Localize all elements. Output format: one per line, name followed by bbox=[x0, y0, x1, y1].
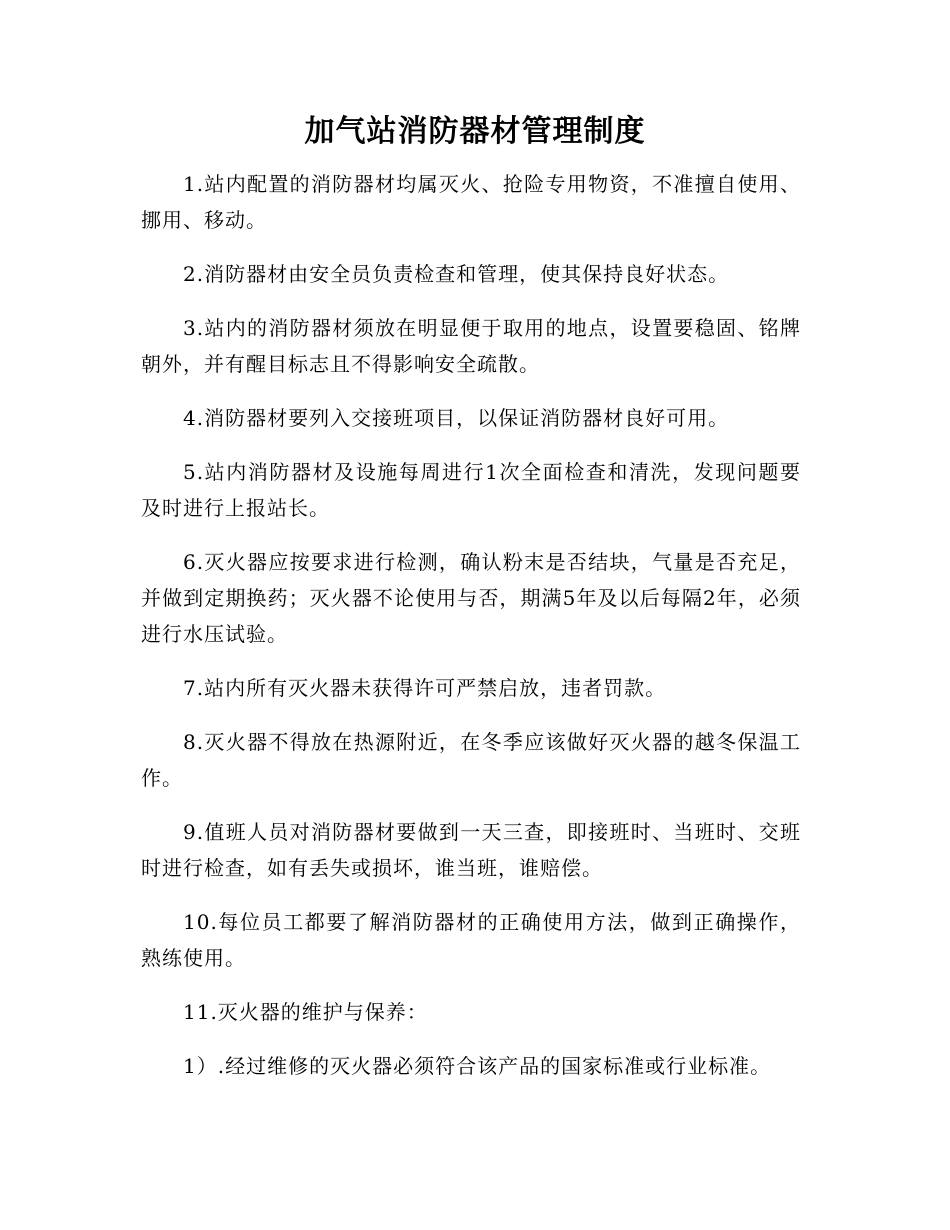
paragraph-11-item-1: 1）.经过维修的灭火器必须符合该产品的国家标准或行业标准。 bbox=[183, 1054, 772, 1078]
paragraph-11: 11.灭火器的维护与保养： bbox=[183, 1000, 428, 1024]
paragraph-1: 1.站内配置的消防器材均属灭火、抢险专用物资，不准擅自使用、挪用、移动。 bbox=[141, 172, 801, 232]
document-body bbox=[141, 166, 801, 1102]
paragraph-8: 8.灭火器不得放在热源附近，在冬季应该做好灭火器的越冬保温工作。 bbox=[141, 730, 801, 790]
paragraph-9: 9.值班人员对消防器材要做到一天三查，即接班时、当班时、交班时进行检查，如有丢失或损坏，谁当班，谁赔偿。 bbox=[141, 820, 801, 880]
paragraph-10: 10.每位员工都要了解消防器材的正确使用方法，做到正确操作，熟练使用。 bbox=[141, 910, 801, 970]
paragraph-5: 5.站内消防器材及设施每周进行1次全面检查和清洗，发现问题要及时进行上报站长。 bbox=[141, 460, 801, 520]
paragraph-2: 2.消防器材由安全员负责检查和管理，使其保持良好状态。 bbox=[183, 262, 730, 286]
document-title: 加气站消防器材管理制度 bbox=[304, 114, 646, 149]
paragraph-4: 4.消防器材要列入交接班项目，以保证消防器材良好可用。 bbox=[183, 406, 730, 430]
paragraph-7: 7.站内所有灭火器未获得许可严禁启放，违者罚款。 bbox=[183, 676, 667, 700]
paragraph-6: 6.灭火器应按要求进行检测，确认粉末是否结块，气量是否充足，并做到定期换药；灭火器不论使用与否，期满5年及以后每隔2年，必须进行水压试验。 bbox=[141, 550, 801, 646]
paragraph-3: 3.站内的消防器材须放在明显便于取用的地点，设置要稳固、铭牌朝外，并有醒目标志且不得影响安全疏散。 bbox=[141, 316, 801, 376]
